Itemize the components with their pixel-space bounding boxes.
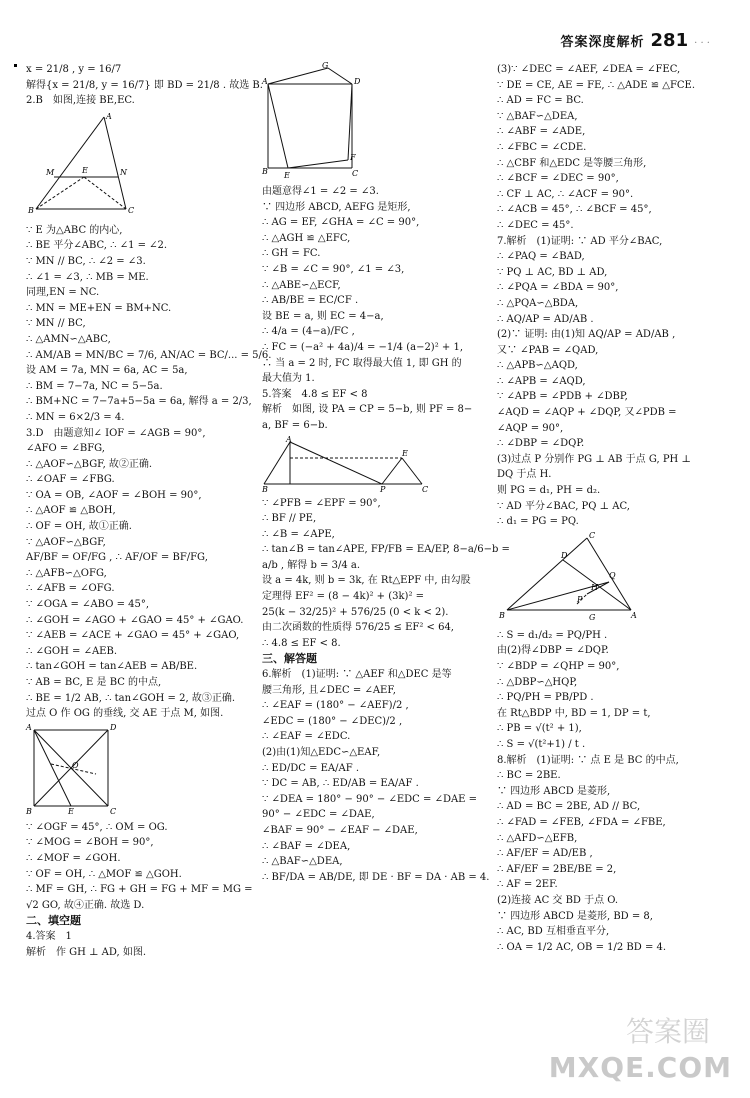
solution-line: (3)∵ ∠DEC = ∠AEF, ∠DEA = ∠FEC,	[497, 64, 681, 75]
solution-line: 同理,EN = NC.	[26, 287, 100, 299]
solution-line: 7.解析 (1)证明: ∵ AD 平分∠BAC,	[497, 235, 663, 247]
solution-line: ∴ 4/a = (4−a)/FC ,	[262, 326, 355, 338]
page-number: 281	[650, 30, 689, 51]
answer-column-1	[26, 62, 272, 960]
solution-line: ∵ E 为△ABC 的内心,	[26, 224, 123, 236]
solution-line: ∴ ∠APB = ∠AQD,	[497, 375, 586, 387]
solution-line: 设 AM = 7a, MN = 6a, AC = 5a,	[26, 365, 188, 377]
solution-line: ∵ ∠AEB = ∠ACE + ∠GAO = 45° + ∠GAO,	[26, 630, 240, 642]
solution-line: ∵ MN // BC, ∴ ∠2 = ∠3.	[26, 255, 146, 267]
solution-line: ∴ d₁ = PG = PQ.	[497, 516, 579, 528]
solution-line: ∵ ∠PFB = ∠EPF = 90°,	[262, 497, 381, 509]
solution-line: (2)∵ 证明: 由(1)知 AQ/AP = AD/AB ,	[497, 329, 676, 341]
solution-line: ∴ AF = 2EF.	[497, 879, 558, 891]
solution-line: ∴ AF/EF = 2BE/BE = 2,	[497, 863, 617, 875]
solution-line: ∴ ∠1 = ∠3, ∴ MB = ME.	[26, 271, 149, 283]
solution-line: ∴ MN = ME+EN = BM+NC.	[26, 302, 172, 314]
figure-point-label: P	[380, 484, 386, 494]
solution-line: ∴ FC = (−a² + 4a)/4 = −1/4 (a−2)² + 1,	[262, 341, 463, 353]
solution-line: ∴ OA = 1/2 AC, OB = 1/2 BD = 4.	[497, 941, 667, 953]
figure-line	[348, 84, 352, 160]
solution-line: ∴ MF = GH, ∴ FG + GH = FG + MF = MG =	[26, 884, 253, 896]
answer-column-3	[497, 62, 729, 955]
solution-line: 2.B 如图,连接 BE,EC.	[26, 95, 135, 107]
solution-line: ∴ ∠ACB = 45°, ∴ ∠BCF = 45°,	[497, 204, 652, 216]
figure-rectangle-abcd	[262, 61, 362, 180]
figure-point-label: A	[106, 111, 112, 121]
solution-line: ∴ AC, BD 互相垂直平分,	[497, 926, 610, 938]
solution-line: ∴ BM+NC = 7−7a+5−5a = 6a, 解得 a = 2/3,	[26, 396, 252, 408]
figure-line	[268, 84, 288, 168]
solution-line: ∴ ∠B = ∠APE,	[262, 528, 335, 540]
solution-line: ∴ △AOF ≌ △BOH,	[26, 505, 116, 517]
solution-line: 设 a = 4k, 则 b = 3k, 在 Rt△EPF 中, 由勾股	[262, 575, 471, 587]
figure-point-label: E	[68, 806, 74, 816]
figure-point-label: E	[402, 448, 408, 458]
solution-line: ∴ ∠PAQ = ∠BAD,	[497, 251, 585, 263]
solution-line: √2 GO, 故④正确. 故选 D.	[26, 899, 145, 911]
solution-line: ∴ ∠EAF = ∠EDC.	[262, 731, 351, 743]
solution-line: a, BF = 6−b.	[262, 419, 328, 431]
figure-point-label: B	[28, 205, 34, 215]
figure-point-label: B	[262, 484, 268, 494]
watermark-text: MXQE.COM	[548, 1051, 732, 1084]
solution-line: ∴ tan∠B = tan∠APE, FP/FB = EA/EP, 8−a/6−b =	[262, 544, 510, 556]
figure-point-label: A	[262, 77, 268, 86]
solution-line: (3)过点 P 分别作 PG ⊥ AB 于点 G, PH ⊥	[497, 453, 691, 465]
solution-line: 又∵ ∠PAB = ∠QAD,	[497, 344, 599, 356]
solution-line: ∵ AD 平分∠BAC, PQ ⊥ AC,	[497, 500, 630, 512]
solution-line: ∴ △AFB∽△OFG,	[26, 567, 107, 579]
figure-point-label: F	[350, 153, 356, 162]
solution-line: ∵ PQ ⊥ AC, BD ⊥ AD,	[497, 266, 608, 278]
figure-triangle-bac	[497, 532, 637, 624]
figure-point-label: E	[82, 165, 88, 175]
solution-line: ∠AQD = ∠AQP + ∠DQP, 又∠PDB =	[497, 407, 677, 419]
header-title: 答案深度解析	[560, 35, 645, 50]
solution-line: ∴ AD = BC = 2BE, AD // BC,	[497, 801, 641, 813]
solution-line: ∴ PQ/PH = PB/PD .	[497, 692, 594, 704]
figure-line	[36, 177, 84, 209]
figure-triangle-abc	[26, 111, 146, 219]
solution-line: ∴ OF = OH, 故①正确.	[26, 521, 132, 533]
solution-line: 过点 O 作 OG 的垂线, 交 AE 于点 M, 如图.	[26, 708, 224, 720]
solution-line: ∴ BC = 2BE.	[497, 770, 561, 782]
figure-line	[290, 442, 382, 484]
solution-line: ∠BAF = 90° − ∠EAF − ∠DAE,	[262, 824, 418, 836]
solution-line: ∴ tan∠GOH = tan∠AEB = AB/BE.	[26, 661, 198, 673]
solution-line: ∵ 四边形 ABCD 是菱形, BD = 8,	[497, 910, 653, 922]
solution-line: ∴ GH = FC.	[262, 248, 321, 260]
solution-line: ∴ 当 a = 2 时, FC 取得最大值 1, 即 GH 的	[262, 357, 462, 369]
solution-line: ∴ ∠BCF = ∠DEC = 90°,	[497, 173, 619, 185]
answer-column-2	[262, 61, 510, 885]
figure-line	[268, 68, 328, 84]
figure-point-label: G	[589, 612, 596, 622]
solution-line: ∴ ∠MOF = ∠GOH.	[26, 852, 121, 864]
solution-line: ∴ BM = 7−7a, NC = 5−5a.	[26, 380, 163, 392]
figure-point-label: A	[286, 434, 292, 444]
solution-line: ∵ ∠DEA = 180° − 90° − ∠EDC = ∠DAE =	[262, 793, 478, 805]
figure-point-label: P	[577, 594, 583, 604]
solution-line: 90° − ∠EDC = ∠DAE,	[262, 809, 375, 821]
figure-point-label: C	[128, 205, 135, 215]
solution-line: ∴ ED/DC = EA/AF .	[262, 762, 360, 774]
figure-line	[402, 458, 422, 484]
solution-line: ∴ △APB∽△AQD,	[497, 360, 578, 372]
solution-line: ∵ ∠OGA = ∠ABO = 45°,	[26, 599, 150, 611]
solution-line: 由(2)得∠DBP = ∠DQP.	[497, 645, 609, 657]
solution-line: ∴ △CBF 和△EDC 是等腰三角形,	[497, 157, 647, 169]
solution-line: ∵ DE = CE, AE = FE, ∴ △ADE ≌ △FCE.	[497, 79, 696, 91]
solution-line: ∴ △AFD∽△EFB,	[497, 832, 578, 844]
solution-line: 设 BE = a, 则 EC = 4−a,	[262, 310, 384, 322]
solution-line: ∴ △AGH ≌ △EFC,	[262, 232, 351, 244]
solution-line: ∵ OA = OB, ∠AOF = ∠BOH = 90°,	[26, 489, 202, 501]
solution-line: 25(k − 32/25)² + 576/25 (0 < k < 2).	[262, 606, 449, 618]
solution-line: ∵ 四边形 ABCD, AEFG 是矩形,	[262, 201, 411, 213]
figure-line	[288, 160, 348, 168]
figure-point-label: A	[631, 610, 637, 620]
solution-line: ∴ ∠DBP = ∠DQP.	[497, 438, 585, 450]
solution-line: 由题意得∠1 = ∠2 = ∠3.	[262, 186, 379, 197]
solution-line: ∴ ∠GOH = ∠AEB.	[26, 645, 117, 657]
solution-line: ∴ BE 平分∠ABC, ∴ ∠1 = ∠2.	[26, 240, 168, 252]
solution-line: ∴ AF/EF = AD/EB ,	[497, 848, 593, 860]
figure-line	[36, 117, 104, 209]
solution-line: ∴ BE = 1/2 AB, ∴ tan∠GOH = 2, 故③正确.	[26, 692, 236, 704]
solution-line: ∴ △PQA∽△BDA,	[497, 297, 579, 309]
solution-line: ∴ △AMN∽△ABC,	[26, 333, 111, 345]
solution-line: 在 Rt△BDP 中, BD = 1, DP = t,	[497, 707, 651, 719]
solution-line: ∴ ∠ABF = ∠ADE,	[497, 126, 586, 138]
solution-line: ∴ ∠OAF = ∠FBG.	[26, 474, 115, 486]
solution-line: 解析 如图, 设 PA = CP = 5−b, 则 PF = 8−	[262, 404, 473, 416]
solution-line: AF/BF = OF/FG , ∴ AF/OF = BF/FG,	[26, 552, 208, 564]
solution-line: ∠EDC = (180° − ∠DEC)/2 ,	[262, 715, 403, 727]
solution-line: DQ 于点 H.	[497, 469, 552, 481]
margin-dot	[14, 64, 17, 67]
solution-line: ∴ 4.8 ≤ EF < 8.	[262, 637, 341, 649]
figure-point-label: C	[422, 484, 429, 494]
solution-line: ∵ OF = OH, ∴ △MOF ≌ △GOH.	[26, 868, 182, 880]
solution-line: ∵ ∠B = ∠C = 90°, ∠1 = ∠3,	[262, 263, 405, 275]
solution-line: ∴ BF // PE,	[262, 513, 317, 525]
figure-line	[382, 458, 402, 484]
figure-line	[34, 730, 71, 806]
solution-line: 定理得 EF² = (8 − 4k)² + (3k)² =	[262, 591, 425, 603]
solution-line: ∵ DC = AB, ∴ ED/AB = EA/AF .	[262, 778, 419, 790]
figure-point-label: B	[262, 167, 268, 176]
figure-square-abcd	[26, 724, 116, 816]
figure-line	[264, 442, 290, 484]
solution-line: ∴ △ABE∽△ECF,	[262, 279, 341, 291]
figure-point-label: D	[354, 77, 361, 86]
figure-point-label: B	[499, 610, 505, 620]
solution-line: 4.答案 1	[26, 930, 72, 942]
solution-line: 解析 作 GH ⊥ AD, 如图.	[26, 946, 147, 958]
page-header	[561, 30, 711, 51]
solution-line: ∴ AD = FC = BC.	[497, 95, 584, 107]
solution-line: ∴ ∠EAF = (180° − ∠AEF)/2 ,	[262, 700, 409, 712]
figure-line	[104, 117, 126, 209]
solution-line: (2)由(1)知△EDC∽△EAF,	[262, 747, 381, 758]
solution-line: ∵ MN // BC,	[26, 318, 86, 330]
header-dots: · · ·	[694, 38, 710, 49]
solution-line: ∵ ∠MOG = ∠BOH = 90°,	[26, 837, 154, 849]
figure-point-label: C	[352, 169, 359, 178]
figure-point-label: D	[110, 722, 117, 732]
solution-line: ∵ ∠BDP = ∠QHP = 90°,	[497, 661, 620, 672]
solution-line: ∴ AB/BE = EC/CF .	[262, 295, 359, 307]
figure-point-label: O	[72, 760, 79, 770]
solution-line: ∵ 四边形 ABCD 是菱形,	[497, 785, 611, 797]
figure-point-label: N	[120, 167, 127, 177]
figure-point-label: A	[26, 722, 32, 732]
solution-line: ∴ MN = 6×2/3 = 4.	[26, 411, 125, 423]
solution-line: ∴ △AOF∽△BGF, 故②正确.	[26, 458, 153, 470]
figure-point-label: M	[46, 167, 55, 177]
solution-line: ∴ BF/DA = AB/DE, 即 DE · BF = DA · AB = 4.	[262, 871, 490, 883]
solution-line: ∴ ∠PQA = ∠BDA = 90°,	[497, 282, 619, 294]
solution-line: 8.解析 (1)证明: ∵ 点 E 是 BC 的中点,	[497, 754, 679, 766]
solution-line: ∴ S = √(t²+1) / t .	[497, 738, 586, 750]
figure-point-label: E	[284, 171, 290, 180]
solution-line: ∴ △DBP∽△HQP,	[497, 676, 578, 688]
figure-point-label: Q	[609, 570, 616, 580]
solution-line: ∠AQP = 90°,	[497, 422, 564, 434]
solution-line: 3.D 由题意知∠ IOF = ∠AGB = 90°,	[26, 427, 206, 439]
solution-line: 解得{x = 21/8, y = 16/7} 即 BD = 21/8 . 故选 B.	[26, 79, 263, 91]
solution-line: ∴ ∠BAF = ∠DEA,	[262, 840, 351, 852]
figure-point-label: B	[26, 806, 32, 816]
solution-line: 6.解析 (1)证明: ∵ △AEF 和△DEC 是等	[262, 669, 452, 681]
solution-line: ∴ CF ⊥ AC, ∴ ∠ACF = 90°.	[497, 188, 634, 200]
figure-point-label: G	[322, 61, 329, 70]
solution-line: ∴ ∠GOH = ∠AGO + ∠GAO = 45° + ∠GAO.	[26, 614, 244, 626]
section-heading: 三、解答题	[262, 652, 317, 666]
solution-line: ∵ AB = BC, E 是 BC 的中点,	[26, 677, 162, 688]
figure-triangle-apf	[262, 436, 432, 492]
figure-point-label: D	[561, 550, 568, 560]
solution-line: ∴ AG = EF, ∠GHA = ∠C = 90°,	[262, 217, 420, 229]
solution-line: ∴ AM/AB = MN/BC = 7/6, AN/AC = BC/... = 5/6.	[26, 349, 272, 361]
solution-line: (2)连接 AC 交 BD 于点 O.	[497, 894, 619, 906]
solution-line: ∴ ∠FBC = ∠CDE.	[497, 141, 587, 153]
solution-line: a/b , 解得 b = 3/4 a.	[262, 559, 360, 571]
solution-line: ∴ ∠AFB = ∠OFG.	[26, 583, 115, 595]
solution-line: ∴ AQ/AP = AD/AB .	[497, 313, 594, 325]
solution-line: ∵ ∠OGF = 45°, ∴ OM = OG.	[26, 821, 168, 833]
solution-line: 由二次函数的性质得 576/25 ≤ EF² < 64,	[262, 622, 454, 634]
solution-line: ∴ △BAF∽△DEA,	[262, 856, 343, 868]
solution-line: 5.答案 4.8 ≤ EF < 8	[262, 388, 368, 400]
solution-line: 最大值为 1.	[262, 373, 315, 385]
figure-point-label: H	[591, 582, 598, 592]
solution-line: 则 PG = d₁, PH = d₂.	[497, 485, 601, 497]
figure-point-label: C	[589, 530, 596, 540]
solution-line: ∴ S = d₁/d₂ = PQ/PH .	[497, 629, 608, 641]
solution-line: ∴ PB = √(t² + 1),	[497, 723, 582, 735]
section-heading: 二、填空题	[26, 914, 81, 928]
figure-point-label: C	[110, 806, 117, 816]
solution-line: x = 21/8 , y = 16/7	[26, 64, 122, 75]
solution-line: 腰三角形, 且∠DEC = ∠AEF,	[262, 684, 396, 696]
solution-line: ∴ ∠FAD = ∠FEB, ∠FDA = ∠FBE,	[497, 816, 666, 828]
solution-line: ∴ ∠DEC = 45°.	[497, 219, 574, 231]
watermark-logo: 答案圈	[625, 1015, 710, 1048]
solution-line: ∵ △BAF∽△DEA,	[497, 110, 578, 122]
solution-line: ∠AFO = ∠BFG,	[26, 443, 105, 455]
figure-line	[328, 68, 352, 84]
solution-line: ∵ △AOF∽△BGF,	[26, 536, 106, 548]
solution-line: ∵ ∠APB = ∠PDB + ∠DBP,	[497, 391, 628, 403]
